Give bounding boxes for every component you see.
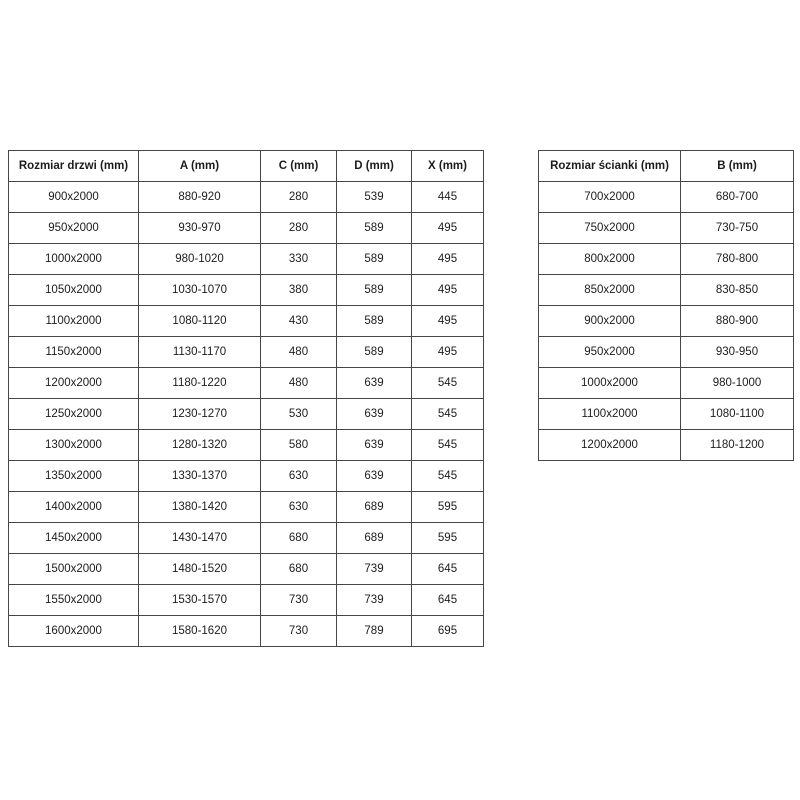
table-row	[9, 554, 484, 585]
table-cell: 495	[412, 213, 484, 244]
table-row	[9, 368, 484, 399]
column-header: B (mm)	[681, 151, 794, 182]
table-cell: 1180-1200	[681, 430, 794, 461]
table-cell: 430	[261, 306, 337, 337]
table-cell: 645	[412, 554, 484, 585]
column-header: A (mm)	[139, 151, 261, 182]
table-row	[9, 244, 484, 275]
table-row	[9, 461, 484, 492]
table-cell: 1330-1370	[139, 461, 261, 492]
table-row	[539, 275, 794, 306]
door-size-table	[8, 150, 484, 647]
table-cell: 595	[412, 523, 484, 554]
table-cell: 980-1000	[681, 368, 794, 399]
table-cell: 545	[412, 399, 484, 430]
table-cell: 689	[337, 492, 412, 523]
table-cell: 1580-1620	[139, 616, 261, 647]
header-row	[9, 151, 484, 182]
wall-panel-size-table	[538, 150, 794, 461]
table-cell: 589	[337, 337, 412, 368]
table-cell: 380	[261, 275, 337, 306]
table-cell: 1050x2000	[9, 275, 139, 306]
table-cell: 1430-1470	[139, 523, 261, 554]
wall-panel-size-table-head	[539, 151, 794, 182]
table-cell: 589	[337, 275, 412, 306]
table-row	[539, 244, 794, 275]
table-cell: 639	[337, 399, 412, 430]
column-header: C (mm)	[261, 151, 337, 182]
table-cell: 1100x2000	[9, 306, 139, 337]
table-row	[539, 337, 794, 368]
table-row	[9, 182, 484, 213]
table-cell: 695	[412, 616, 484, 647]
table-cell: 900x2000	[539, 306, 681, 337]
table-cell: 950x2000	[539, 337, 681, 368]
table-cell: 680	[261, 554, 337, 585]
table-cell: 739	[337, 585, 412, 616]
table-cell: 950x2000	[9, 213, 139, 244]
table-cell: 1250x2000	[9, 399, 139, 430]
table-row	[9, 306, 484, 337]
table-cell: 595	[412, 492, 484, 523]
table-cell: 789	[337, 616, 412, 647]
table-cell: 495	[412, 306, 484, 337]
table-row	[9, 523, 484, 554]
table-cell: 1450x2000	[9, 523, 139, 554]
table-row	[539, 399, 794, 430]
table-row	[9, 616, 484, 647]
table-row	[9, 213, 484, 244]
table-cell: 495	[412, 337, 484, 368]
table-cell: 1100x2000	[539, 399, 681, 430]
table-cell: 930-970	[139, 213, 261, 244]
table-cell: 1080-1120	[139, 306, 261, 337]
table-cell: 1080-1100	[681, 399, 794, 430]
column-header: Rozmiar ścianki (mm)	[539, 151, 681, 182]
table-cell: 545	[412, 368, 484, 399]
column-header: Rozmiar drzwi (mm)	[9, 151, 139, 182]
table-cell: 330	[261, 244, 337, 275]
door-size-table-head	[9, 151, 484, 182]
table-cell: 739	[337, 554, 412, 585]
table-row	[539, 213, 794, 244]
column-header: X (mm)	[412, 151, 484, 182]
table-row	[539, 182, 794, 213]
table-cell: 1200x2000	[539, 430, 681, 461]
table-cell: 589	[337, 213, 412, 244]
table-cell: 880-920	[139, 182, 261, 213]
table-cell: 539	[337, 182, 412, 213]
table-row	[9, 585, 484, 616]
table-cell: 980-1020	[139, 244, 261, 275]
table-cell: 700x2000	[539, 182, 681, 213]
table-row	[9, 399, 484, 430]
table-cell: 800x2000	[539, 244, 681, 275]
table-cell: 730	[261, 585, 337, 616]
table-cell: 480	[261, 368, 337, 399]
table-cell: 630	[261, 492, 337, 523]
table-cell: 1000x2000	[539, 368, 681, 399]
table-cell: 545	[412, 430, 484, 461]
table-cell: 1500x2000	[9, 554, 139, 585]
table-cell: 1280-1320	[139, 430, 261, 461]
table-cell: 630	[261, 461, 337, 492]
table-cell: 680	[261, 523, 337, 554]
table-cell: 930-950	[681, 337, 794, 368]
table-row	[9, 492, 484, 523]
table-cell: 1530-1570	[139, 585, 261, 616]
table-cell: 639	[337, 430, 412, 461]
table-cell: 850x2000	[539, 275, 681, 306]
table-cell: 1350x2000	[9, 461, 139, 492]
table-cell: 689	[337, 523, 412, 554]
table-cell: 1200x2000	[9, 368, 139, 399]
table-cell: 780-800	[681, 244, 794, 275]
table-row	[9, 337, 484, 368]
table-cell: 639	[337, 368, 412, 399]
table-cell: 1230-1270	[139, 399, 261, 430]
table-row	[539, 430, 794, 461]
column-header: D (mm)	[337, 151, 412, 182]
table-cell: 639	[337, 461, 412, 492]
table-cell: 530	[261, 399, 337, 430]
door-size-table-body	[9, 182, 484, 647]
table-cell: 1180-1220	[139, 368, 261, 399]
table-cell: 680-700	[681, 182, 794, 213]
table-cell: 1600x2000	[9, 616, 139, 647]
table-cell: 645	[412, 585, 484, 616]
table-cell: 750x2000	[539, 213, 681, 244]
table-cell: 589	[337, 306, 412, 337]
table-row	[9, 275, 484, 306]
table-cell: 495	[412, 275, 484, 306]
table-cell: 1030-1070	[139, 275, 261, 306]
table-cell: 280	[261, 213, 337, 244]
table-row	[539, 306, 794, 337]
table-cell: 1380-1420	[139, 492, 261, 523]
table-cell: 730	[261, 616, 337, 647]
table-row	[539, 368, 794, 399]
table-cell: 545	[412, 461, 484, 492]
table-cell: 1130-1170	[139, 337, 261, 368]
table-cell: 1480-1520	[139, 554, 261, 585]
table-cell: 1150x2000	[9, 337, 139, 368]
wall-panel-size-table-body	[539, 182, 794, 461]
table-cell: 1400x2000	[9, 492, 139, 523]
table-cell: 880-900	[681, 306, 794, 337]
table-cell: 1300x2000	[9, 430, 139, 461]
table-cell: 480	[261, 337, 337, 368]
table-cell: 900x2000	[9, 182, 139, 213]
header-row	[539, 151, 794, 182]
table-cell: 589	[337, 244, 412, 275]
table-cell: 445	[412, 182, 484, 213]
table-cell: 1550x2000	[9, 585, 139, 616]
table-cell: 580	[261, 430, 337, 461]
table-cell: 280	[261, 182, 337, 213]
table-cell: 730-750	[681, 213, 794, 244]
table-row	[9, 430, 484, 461]
table-cell: 495	[412, 244, 484, 275]
table-cell: 1000x2000	[9, 244, 139, 275]
table-cell: 830-850	[681, 275, 794, 306]
